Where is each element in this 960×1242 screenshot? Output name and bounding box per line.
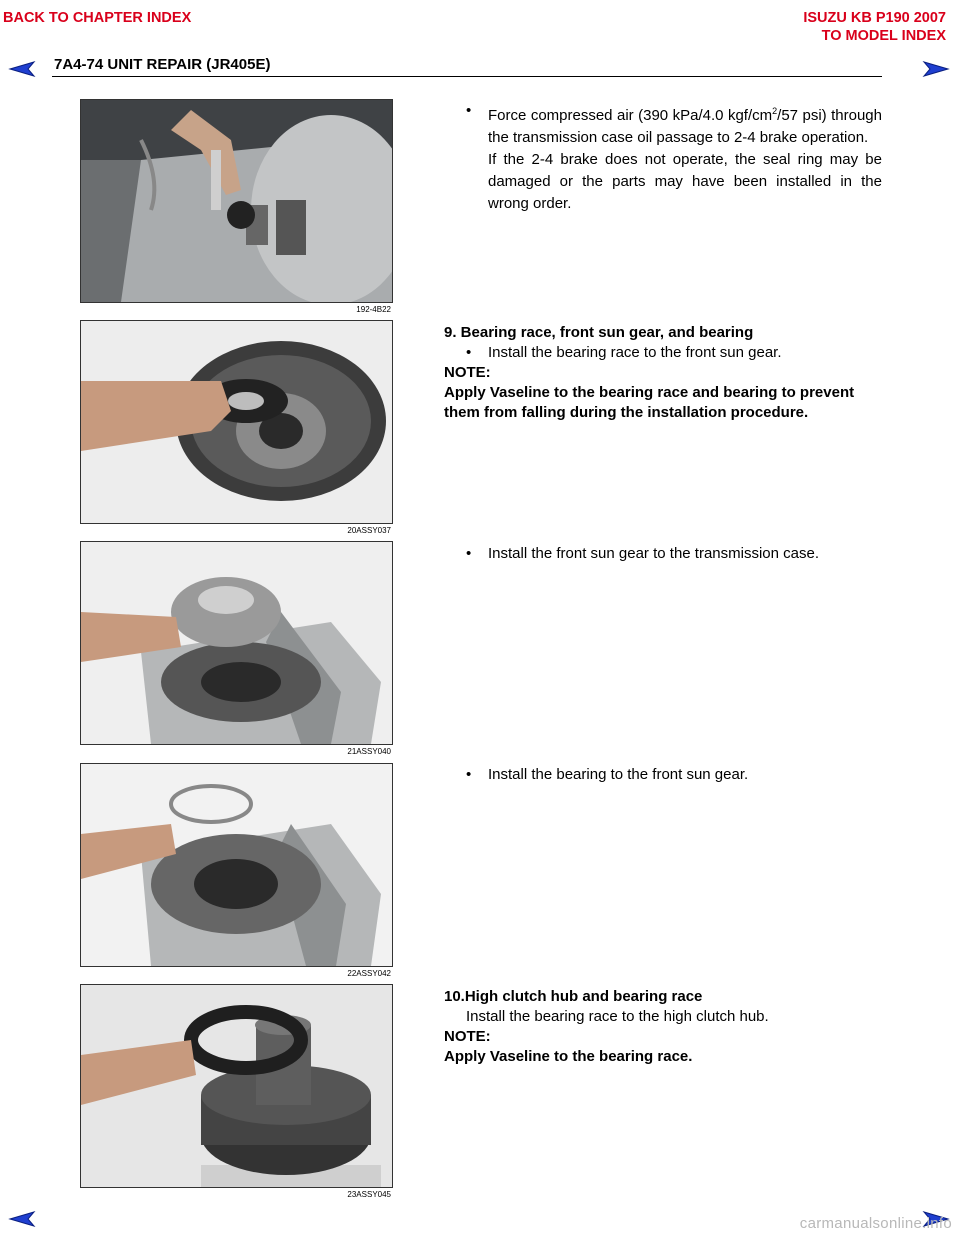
- figure-caption: 20ASSY037: [347, 526, 391, 535]
- step-9-note-label: NOTE:: [444, 364, 491, 381]
- step-9b-block: [444, 544, 884, 564]
- step-10-note-text: Apply Vaseline to the bearing race.: [444, 1048, 693, 1065]
- step-9-note-text: Apply Vaseline to the bearing race and bearing to prevent them from falling during the installation procedure.: [444, 384, 855, 421]
- model-title: ISUZU KB P190 2007: [803, 10, 946, 26]
- figure-caption: 22ASSY042: [347, 969, 391, 978]
- previous-page-arrow-icon[interactable]: [8, 60, 36, 78]
- photo-front-sun-gear-into-case: [80, 541, 393, 745]
- step-9b-bullet: • Install the front sun gear to the transmission case.: [444, 544, 884, 564]
- previous-page-arrow-icon[interactable]: [8, 1210, 36, 1228]
- air-check-bullet: • Force compressed air (390 kPa/4.0 kgf/$cm^2/57$ psi) through the transmission case oil passage to 2-4 brake operation.: [466, 100, 882, 149]
- header-rule: [52, 76, 882, 77]
- step-9-bullet: • Install the bearing race to the front sun gear.: [444, 343, 884, 363]
- watermark-text: carmanualsonline.info: [799, 1215, 952, 1232]
- step-9c-bullet: • Install the bearing to the front sun gear.: [444, 765, 884, 785]
- page-title: 7A4-74 UNIT REPAIR (JR405E): [54, 56, 271, 73]
- photo-bearing-to-front-sun-gear: [80, 763, 393, 967]
- photo-bearing-race-front-sun-gear: [80, 320, 393, 524]
- figure-caption: 23ASSY045: [347, 1190, 391, 1199]
- step-9-block: [444, 323, 884, 423]
- photo-air-nozzle-transmission-case: [80, 99, 393, 303]
- air-check-instructions: [466, 100, 882, 215]
- step-10-note-label: NOTE:: [444, 1028, 491, 1045]
- step-9c-block: [444, 765, 884, 785]
- figure-caption: 192-4B22: [356, 305, 391, 314]
- air-check-warning: If the 2-4 brake does not operate, the seal ring may be damaged or the parts may have been installed in the wrong order.: [488, 151, 882, 212]
- figure-caption: 21ASSY040: [347, 747, 391, 756]
- to-model-index-link[interactable]: TO MODEL INDEX: [821, 28, 946, 44]
- photo-high-clutch-hub-bearing-race: [80, 984, 393, 1188]
- next-page-arrow-icon[interactable]: [922, 60, 950, 78]
- step-9-heading: 9. Bearing race, front sun gear, and bearing: [444, 324, 754, 341]
- back-to-chapter-index-link[interactable]: BACK TO CHAPTER INDEX: [3, 10, 192, 26]
- step-10-block: [444, 987, 884, 1067]
- step-10-line: Install the bearing race to the high clutch hub.: [466, 1008, 769, 1025]
- step-10-heading: 10.High clutch hub and bearing race: [444, 988, 703, 1005]
